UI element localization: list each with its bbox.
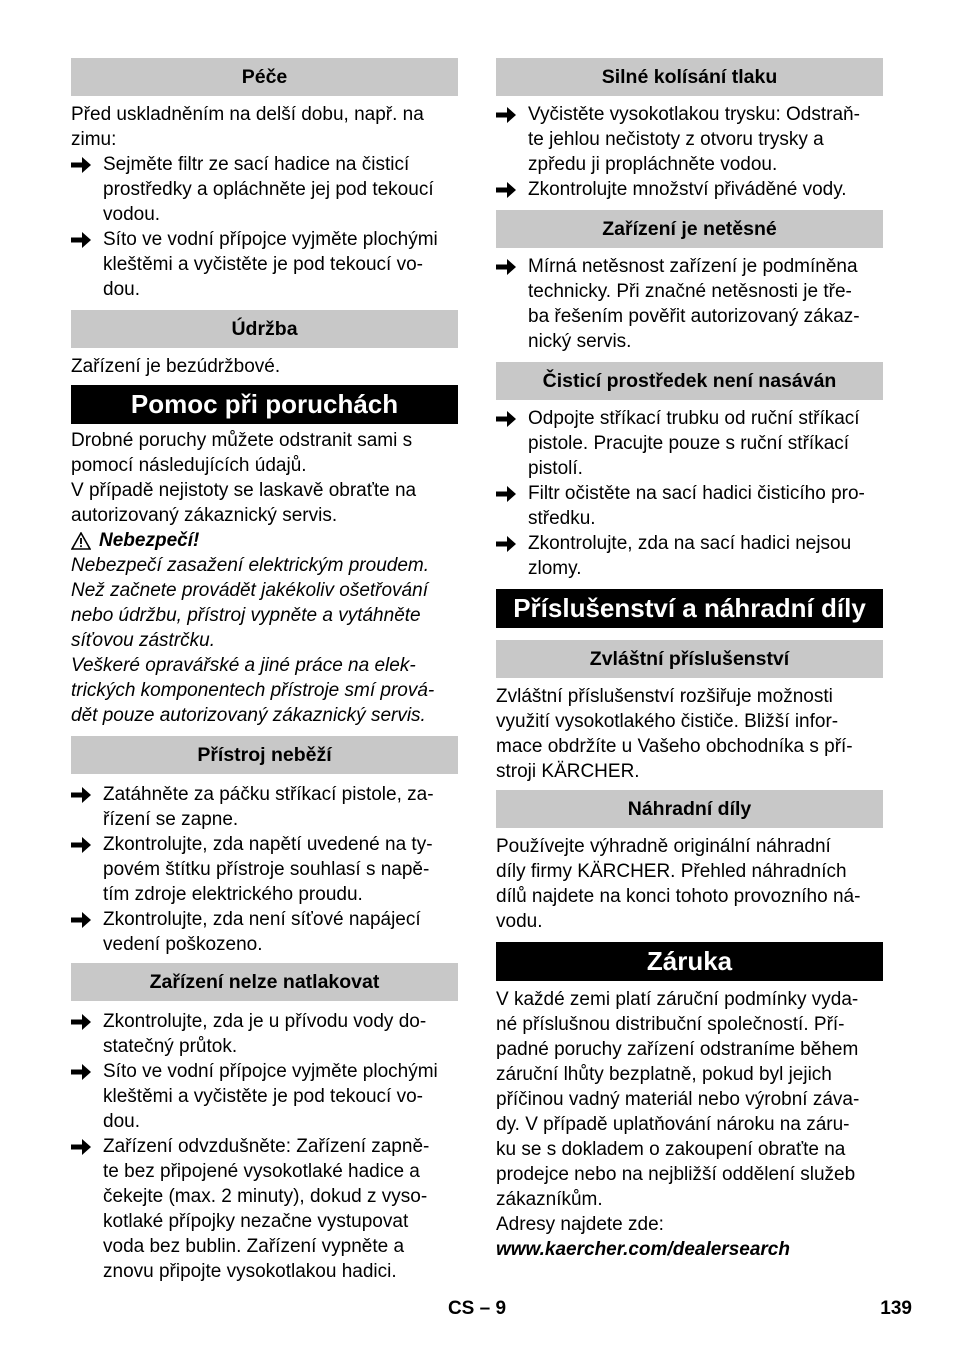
arrow-icon — [71, 832, 103, 907]
heading-pomoc: Pomoc při poruchách — [71, 385, 458, 424]
heading-kolisani: Silné kolísání tlaku — [496, 58, 883, 96]
arrow-icon — [496, 254, 528, 354]
heading-prislusenstvi: Příslušenství a náhradní díly — [496, 589, 883, 628]
list-item: Zkontrolujte, zda není síťové napájecí vedení poškozeno. — [71, 907, 458, 957]
arrow-icon — [71, 1009, 103, 1059]
list-item: Zařízení odvzdušněte: Zařízení zapně- te bez připojené vysokotlaké hadice a čekejte (max. 2 minuty), dokud z vyso- kotlaké přípojky nezačne vystupovat voda bez bublin. Zařízení vypněte a znovu připojte vysokotlakou hadici. — [71, 1134, 458, 1284]
left-column — [71, 58, 458, 1284]
arrow-icon — [71, 1059, 103, 1134]
udrzba-text: Zařízení je bezúdržbové. — [71, 356, 281, 377]
list-item: Zatáhněte za páčku stříkací pistole, za- řízení se zapne. — [71, 782, 458, 832]
heading-udrzba: Údržba — [71, 310, 458, 348]
list-item: Síto ve vodní přípojce vyjměte plochými kleštěmi a vyčistěte je pod tekoucí vo- dou. — [71, 227, 458, 302]
arrow-icon — [496, 102, 528, 177]
list-item: Zkontrolujte množství přiváděné vody. — [496, 177, 883, 202]
arrow-icon — [496, 406, 528, 481]
dealer-link[interactable]: www.kaercher.com/dealersearch — [496, 1239, 790, 1260]
heading-nahradni: Náhradní díly — [496, 790, 883, 828]
arrow-icon — [71, 227, 103, 302]
pece-intro: Před uskladněním na delší dobu, např. na zimu: — [71, 104, 424, 150]
warning-label: Nebezpečí! — [71, 528, 458, 553]
arrow-icon — [496, 177, 528, 202]
arrow-icon — [71, 782, 103, 832]
arrow-icon — [496, 481, 528, 531]
list-item: Mírná netěsnost zařízení je podmíněna technicky. Při značné netěsnosti je tře- ba řešením pověřit autorizovaný zákaz- nický servis. — [496, 254, 883, 354]
nahradni-text: Používejte výhradně originální náhradní díly firmy KÄRCHER. Přehled náhradních dílů najdete na konci tohoto provozního ná- vodu. — [496, 836, 861, 932]
list-item: Síto ve vodní přípojce vyjměte plochými kleštěmi a vyčistěte je pod tekoucí vo- dou. — [71, 1059, 458, 1134]
right-column — [496, 58, 883, 1262]
heading-nasavan: Čisticí prostředek není nasáván — [496, 362, 883, 400]
heading-netesne: Zařízení je netěsné — [496, 210, 883, 248]
heading-natlakovat: Zařízení nelze natlakovat — [71, 963, 458, 1001]
list-item: Zkontrolujte, zda je u přívodu vody do- statečný průtok. — [71, 1009, 458, 1059]
list-item: Zkontrolujte, zda napětí uvedené na ty- povém štítku přístroje souhlasí s napě- tím zdroje elektrického proudu. — [71, 832, 458, 907]
arrow-icon — [71, 152, 103, 227]
list-item: Odpojte stříkací trubku od ruční stříkací pistole. Pracujte pouze s ruční stříkací pistolí. — [496, 406, 883, 481]
zvlastni-text: Zvláštní příslušenství rozšiřuje možnosti využití vysokotlakého čističe. Bližší infor- mace obdržíte u Vašeho obchodníka s pří- stroji KÄRCHER. — [496, 686, 853, 782]
heading-pristroj-nebezi: Přístroj neběží — [71, 736, 458, 774]
page-number: 139 — [880, 1298, 912, 1319]
arrow-icon — [71, 907, 103, 957]
list-item: Vyčistěte vysokotlakou trysku: Odstraň- te jehlou nečistoty z otvoru trysky a zpředu ji propláchněte vodou. — [496, 102, 883, 177]
list-item: Zkontrolujte, zda na sací hadici nejsou zlomy. — [496, 531, 883, 581]
list-item: Filtr očistěte na sací hadici čisticího pro- středku. — [496, 481, 883, 531]
heading-zaruka: Záruka — [496, 942, 883, 981]
zaruka-text: V každé zemi platí záruční podmínky vyda- né příslušnou distribuční společností. Pří- padné poruchy zařízení odstraníme během záruční lhůty bezplatně, pokud byl jejich příčinou vadný materiál nebo výrobní záva- dy. V případě uplatňování nároku na záru- ku se s dokladem o zakoupení obraťte na prodejce nebo na nejbližší oddělení služeb zákazníkům. Adresy najdete zde: — [496, 989, 860, 1235]
arrow-icon — [71, 1134, 103, 1284]
heading-zvlastni: Zvláštní příslušenství — [496, 640, 883, 678]
warning-icon — [71, 532, 91, 550]
list-item: Sejměte filtr ze sací hadice na čisticí prostředky a opláchněte jej pod tekoucí vodou. — [71, 152, 458, 227]
warning-text: Nebezpečí zasažení elektrickým proudem. Než začnete provádět jakékoliv ošetřování nebo údržbu, přístroj vypněte a vytáhněte síťovou zástrčku. Veškeré opravářské a jiné práce na elek- trických komponentech přístroje smí prová- dět pouze autorizovaný zákaznický servis. — [71, 555, 435, 726]
footer-section: CS – 9 — [447, 1298, 507, 1319]
arrow-icon — [496, 531, 528, 581]
heading-pece: Péče — [71, 58, 458, 96]
pomoc-intro: Drobné poruchy můžete odstranit sami s pomocí následujících údajů. V případě nejistoty se laskavě obraťte na autorizovaný zákaznický servis. — [71, 430, 417, 526]
